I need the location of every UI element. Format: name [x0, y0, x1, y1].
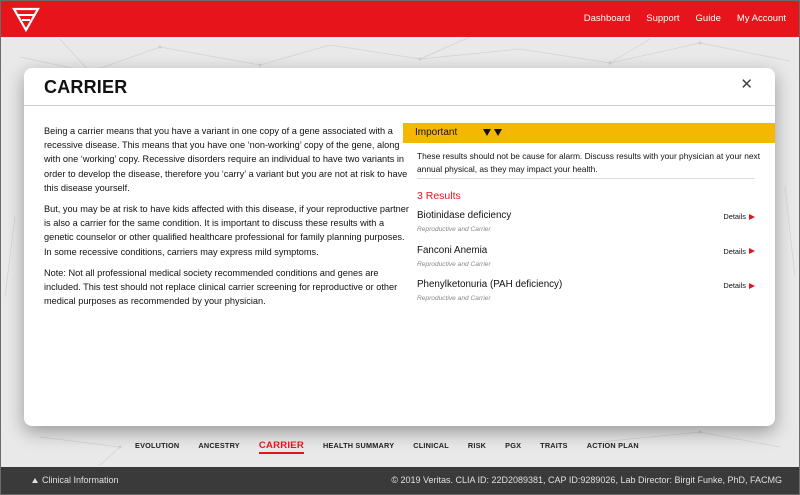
- footer-bar: [0, 467, 800, 495]
- details-label: Details: [723, 212, 746, 221]
- tab-pgx[interactable]: PGX: [505, 441, 522, 450]
- nav-guide-link[interactable]: Guide: [695, 13, 721, 24]
- description-paragraph: But, you may be at risk to have kids affected with this disease, if your reproductive partner is also a carrier for the same condition. It is important to discuss these results with a genetic counselor or other qualified healthcare professional for family planning purposes. In some recessive conditions, carriers may express mild symptoms.: [44, 204, 409, 257]
- result-category: Reproductive and Carrier: [417, 226, 491, 233]
- carrier-description: [44, 124, 412, 315]
- result-item: [417, 245, 755, 280]
- important-banner[interactable]: [403, 123, 775, 143]
- tab-traits[interactable]: TRAITS: [540, 441, 568, 450]
- result-name: Fanconi Anemia: [417, 244, 488, 256]
- top-nav: [584, 0, 786, 37]
- important-label: Important: [415, 127, 458, 138]
- details-label: Details: [723, 246, 746, 256]
- play-arrow-icon: [749, 248, 755, 254]
- nav-support-link[interactable]: Support: [646, 13, 680, 24]
- clinical-information-label: Clinical Information: [42, 475, 119, 485]
- results-divider: [417, 178, 755, 179]
- play-arrow-icon: [749, 214, 755, 220]
- result-category: Reproductive and Carrier: [417, 295, 491, 302]
- nav-dashboard-link[interactable]: Dashboard: [583, 13, 631, 24]
- results-list: [417, 210, 755, 314]
- carrier-modal: [24, 68, 775, 426]
- top-navigation-bar: [0, 0, 800, 37]
- nav-my-account-link[interactable]: My Account: [736, 13, 786, 24]
- tab-clinical[interactable]: CLINICAL: [413, 441, 449, 450]
- clinical-information-toggle[interactable]: [32, 475, 119, 485]
- footer-copyright: © 2019 Veritas. CLIA ID: 22D2089381, CAP ID:9289026, Lab Director: Birgit Funke, PhD, FACMG: [391, 475, 782, 485]
- modal-title: CARRIER: [44, 77, 128, 97]
- result-category: Reproductive and Carrier: [417, 260, 491, 268]
- caret-up-icon: [32, 478, 38, 483]
- tab-carrier[interactable]: CARRIER: [259, 440, 304, 454]
- result-item: [417, 210, 755, 245]
- report-section-tabs: [135, 437, 639, 454]
- close-icon[interactable]: ✕: [740, 76, 753, 93]
- description-paragraph: Being a carrier means that you have a variant in one copy of a gene associated with a recessive disease. This means that you have one ‘non-working’ copy of the gene, along with one ‘working’ copy. Recessive disorders require an individual to have two variants in order to develop the disease, therefore you ‘carry’ a variant but you are not at risk to have this disease yourself.: [44, 126, 408, 193]
- details-label: Details: [723, 281, 746, 290]
- tab-evolution[interactable]: EVOLUTION: [135, 441, 180, 450]
- details-link[interactable]: [723, 212, 755, 221]
- veritas-v-logo-icon[interactable]: [12, 6, 40, 32]
- result-item: [417, 279, 755, 314]
- modal-header: [24, 68, 775, 106]
- description-paragraph: Note: Not all professional medical society recommended conditions and genes are included. This test should not replace clinical carrier screening for reproductive or other medical purposes as recommended by your physician.: [44, 267, 398, 307]
- tab-risk[interactable]: RISK: [467, 441, 487, 450]
- tab-action-plan[interactable]: ACTION PLAN: [586, 441, 639, 450]
- details-link[interactable]: [723, 247, 755, 256]
- important-label-box: [403, 123, 572, 143]
- important-message: These results should not be cause for alarm. Discuss results with your physician at your next annual physical, as they may impact your health.: [417, 151, 761, 174]
- play-arrow-icon: [749, 283, 755, 289]
- result-name: Biotinidase deficiency: [417, 210, 512, 221]
- tab-health-summary[interactable]: HEALTH SUMMARY: [322, 441, 395, 450]
- result-name: Phenylketonuria (PAH deficiency): [417, 279, 563, 290]
- expand-triangles-icon[interactable]: [483, 129, 502, 136]
- details-link[interactable]: [723, 281, 755, 290]
- tab-ancestry[interactable]: ANCESTRY: [198, 441, 240, 450]
- results-count-heading: 3 Results: [417, 190, 461, 202]
